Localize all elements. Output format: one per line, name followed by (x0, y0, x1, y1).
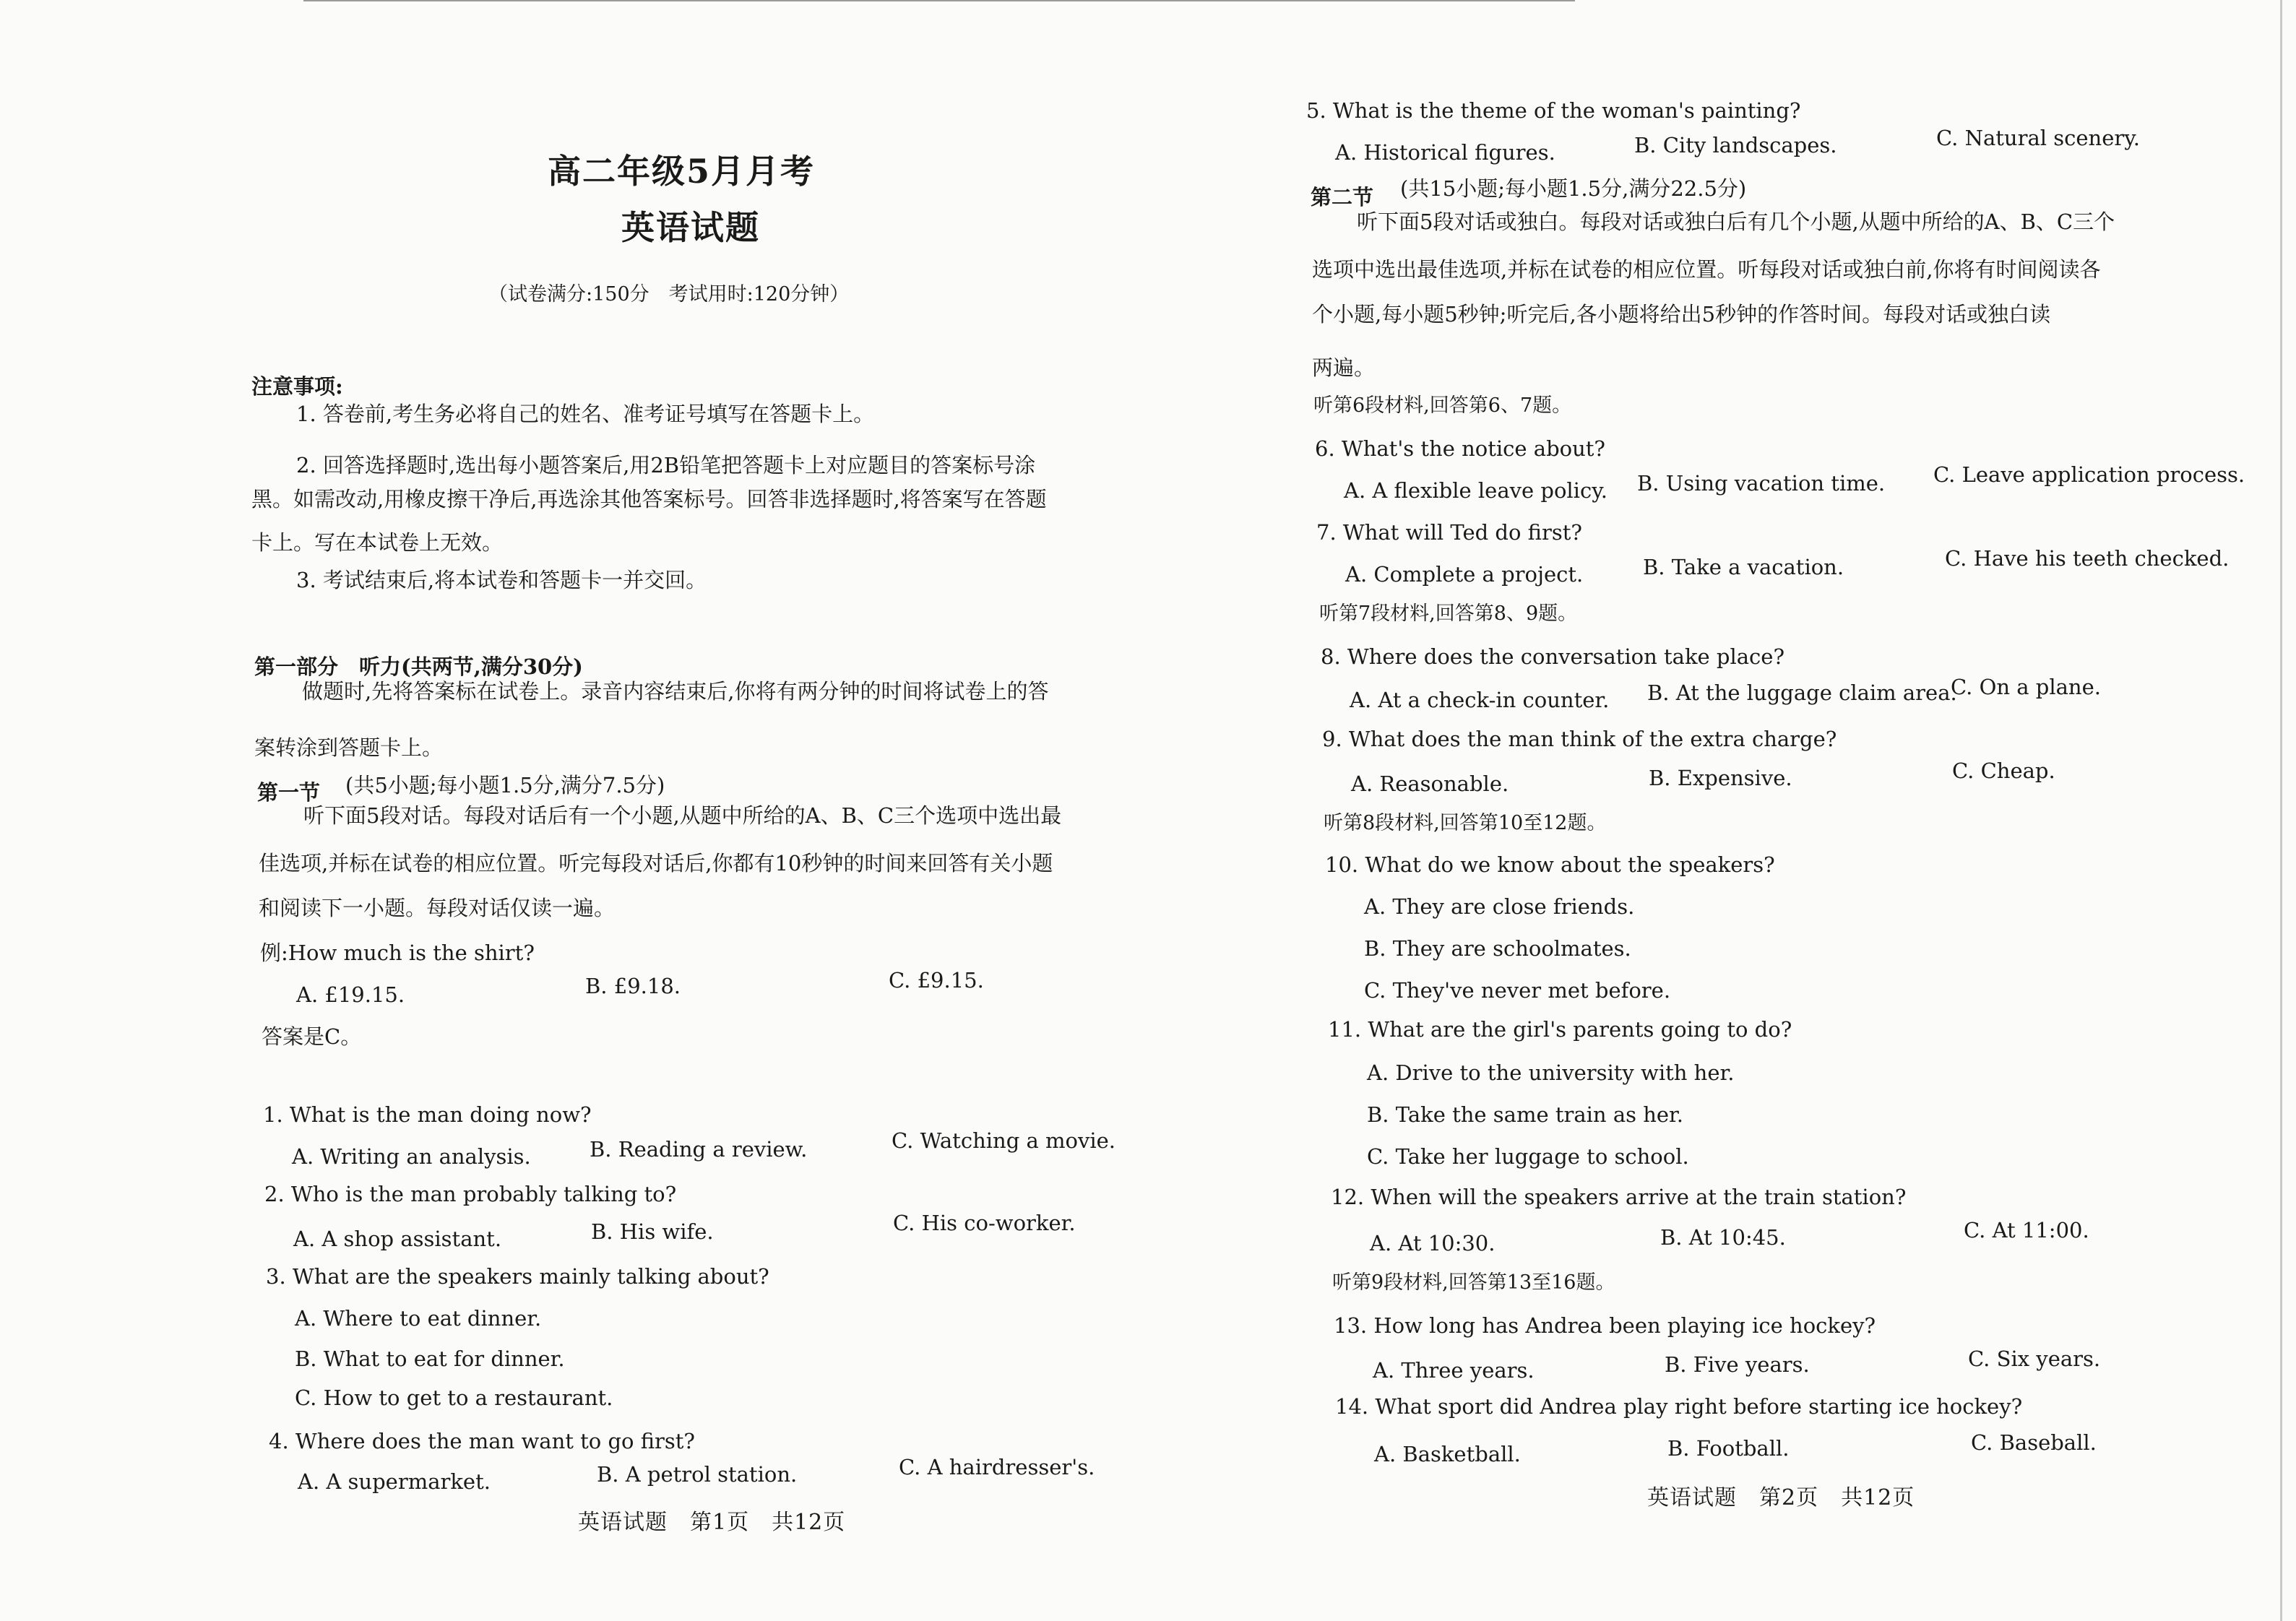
section2-info: (共15小题;每小题1.5分,满分22.5分) (1400, 176, 1747, 201)
material-7-note: 听第7段材料,回答第8、9题。 (1319, 602, 1578, 625)
q2-option-b: B. His wife. (591, 1219, 714, 1244)
part1-instruction: 案转涂到答题卡上。 (254, 735, 444, 760)
q8-option-b: B. At the luggage claim area. (1647, 680, 1957, 705)
q14-option-c: C. Baseball. (1971, 1430, 2097, 1455)
q4-option-a: A. A supermarket. (298, 1469, 491, 1494)
exam-info: （试卷满分:150分 考试用时:120分钟） (488, 283, 850, 306)
example-option-c: C. £9.15. (889, 968, 984, 993)
q2-option-a: A. A shop assistant. (293, 1227, 502, 1251)
q11-option-b: B. Take the same train as her. (1367, 1102, 1683, 1127)
q8-option-a: A. At a check-in counter. (1350, 688, 1610, 712)
example-answer: 答案是C。 (262, 1024, 362, 1049)
q6-option-b: B. Using vacation time. (1637, 471, 1886, 496)
q5-option-a: A. Historical figures. (1335, 140, 1555, 165)
question-3: 3. What are the speakers mainly talking about? (266, 1264, 769, 1289)
q6-option-c: C. Leave application process. (1933, 462, 2245, 487)
note-line: 3. 考试结束后,将本试卷和答题卡一并交回。 (296, 568, 707, 592)
page-2-footer: 英语试题 第2页 共12页 (1647, 1485, 1915, 1510)
q5-option-c: C. Natural scenery. (1936, 126, 2140, 150)
q1-option-a: A. Writing an analysis. (292, 1144, 531, 1169)
question-6: 6. What's the notice about? (1315, 436, 1605, 461)
q9-option-b: B. Expensive. (1649, 766, 1792, 790)
section2-instruction: 选项中选出最佳选项,并标在试卷的相应位置。听每段对话或独白前,你将有时间阅读各 (1312, 257, 2101, 282)
q14-option-b: B. Football. (1667, 1436, 1790, 1461)
question-2: 2. Who is the man probably talking to? (264, 1182, 677, 1206)
q10-option-c: C. They've never met before. (1364, 978, 1671, 1003)
question-9: 9. What does the man think of the extra charge? (1322, 727, 1837, 751)
q3-option-a: A. Where to eat dinner. (295, 1306, 542, 1331)
note-line: 1. 答卷前,考生务必将自己的姓名、准考证号填写在答题卡上。 (296, 402, 875, 426)
q14-option-a: A. Basketball. (1374, 1442, 1521, 1466)
q7-option-b: B. Take a vacation. (1643, 555, 1844, 579)
q3-option-b: B. What to eat for dinner. (295, 1346, 565, 1371)
exam-title: 高二年级5月月考 (548, 152, 816, 191)
question-4: 4. Where does the man want to go first? (269, 1429, 695, 1453)
section1-instruction: 佳选项,并标在试卷的相应位置。听完每段对话后,你都有10秒钟的时间来回答有关小题 (259, 851, 1053, 876)
example-question: 例:How much is the shirt? (260, 941, 535, 965)
q2-option-c: C. His co-worker. (893, 1211, 1076, 1235)
q1-option-c: C. Watching a movie. (892, 1128, 1115, 1153)
note-line: 黑。如需改动,用橡皮擦干净后,再选涂其他答案标号。回答非选择题时,将答案写在答题 (251, 487, 1047, 511)
question-12: 12. When will the speakers arrive at the train station? (1331, 1185, 1907, 1209)
section2-instruction: 两遍。 (1312, 355, 1376, 380)
exam-page-2 (1272, 0, 2296, 1621)
q7-option-c: C. Have his teeth checked. (1945, 546, 2230, 571)
q12-option-c: C. At 11:00. (1964, 1218, 2089, 1242)
question-8: 8. Where does the conversation take place? (1321, 644, 1784, 669)
q4-option-c: C. A hairdresser's. (899, 1455, 1095, 1479)
q12-option-a: A. At 10:30. (1370, 1231, 1496, 1255)
section1-instruction: 和阅读下一小题。每段对话仅读一遍。 (259, 896, 616, 920)
question-10: 10. What do we know about the speakers? (1325, 852, 1775, 877)
section1-label: 第一节 (257, 780, 321, 805)
section1-info: (共5小题;每小题1.5分,满分7.5分) (345, 773, 665, 797)
q3-option-c: C. How to get to a restaurant. (295, 1386, 613, 1410)
question-1: 1. What is the man doing now? (263, 1102, 592, 1127)
section2-instruction: 个小题,每小题5秒钟;听完后,各小题将给出5秒钟的作答时间。每段对话或独白读 (1312, 302, 2051, 327)
part1-instruction: 做题时,先将答案标在试卷上。录音内容结束后,你将有两分钟的时间将试卷上的答 (302, 679, 1049, 704)
section1-instruction: 听下面5段对话。每段对话后有一个小题,从题中所给的A、B、C三个选项中选出最 (303, 803, 1062, 828)
question-11: 11. What are the girl's parents going to do? (1328, 1017, 1792, 1042)
q10-option-a: A. They are close friends. (1364, 894, 1635, 919)
q4-option-b: B. A petrol station. (597, 1462, 798, 1487)
q9-option-c: C. Cheap. (1952, 758, 2055, 783)
q5-option-b: B. City landscapes. (1634, 133, 1837, 157)
q11-option-c: C. Take her luggage to school. (1367, 1144, 1689, 1169)
q9-option-a: A. Reasonable. (1351, 771, 1509, 796)
q13-option-c: C. Six years. (1968, 1346, 2101, 1371)
material-6-note: 听第6段材料,回答第6、7题。 (1313, 394, 1572, 417)
section2-label: 第二节 (1311, 185, 1374, 209)
note-line: 2. 回答选择题时,选出每小题答案后,用2B铅笔把答题卡上对应题目的答案标号涂 (296, 453, 1036, 477)
q8-option-c: C. On a plane. (1951, 675, 2101, 699)
material-8-note: 听第8段材料,回答第10至12题。 (1324, 812, 1607, 834)
q1-option-b: B. Reading a review. (590, 1137, 808, 1162)
q13-option-b: B. Five years. (1665, 1352, 1810, 1377)
exam-subject: 英语试题 (621, 208, 760, 247)
section2-instruction: 听下面5段对话或独白。每段对话或独白后有几个小题,从题中所给的A、B、C三个 (1357, 209, 2115, 234)
page-1-footer: 英语试题 第1页 共12页 (578, 1510, 846, 1535)
q10-option-b: B. They are schoolmates. (1364, 936, 1631, 961)
question-14: 14. What sport did Andrea play right before starting ice hockey? (1335, 1394, 2023, 1419)
example-option-b: B. £9.18. (585, 974, 681, 998)
q13-option-a: A. Three years. (1373, 1358, 1535, 1383)
q11-option-a: A. Drive to the university with her. (1367, 1060, 1735, 1085)
question-13: 13. How long has Andrea been playing ice hockey? (1334, 1313, 1876, 1338)
note-line: 卡上。写在本试卷上无效。 (251, 530, 504, 555)
q6-option-a: A. A flexible leave policy. (1344, 478, 1607, 503)
notes-heading: 注意事项: (251, 374, 343, 399)
example-option-a: A. £19.15. (296, 982, 405, 1007)
q7-option-a: A. Complete a project. (1345, 562, 1584, 587)
question-7: 7. What will Ted do first? (1316, 520, 1582, 545)
q12-option-b: B. At 10:45. (1660, 1225, 1786, 1250)
question-5: 5. What is the theme of the woman's painting? (1306, 98, 1801, 123)
material-9-note: 听第9段材料,回答第13至16题。 (1332, 1271, 1615, 1294)
part1-heading: 第一部分 听力(共两节,满分30分) (254, 654, 583, 679)
